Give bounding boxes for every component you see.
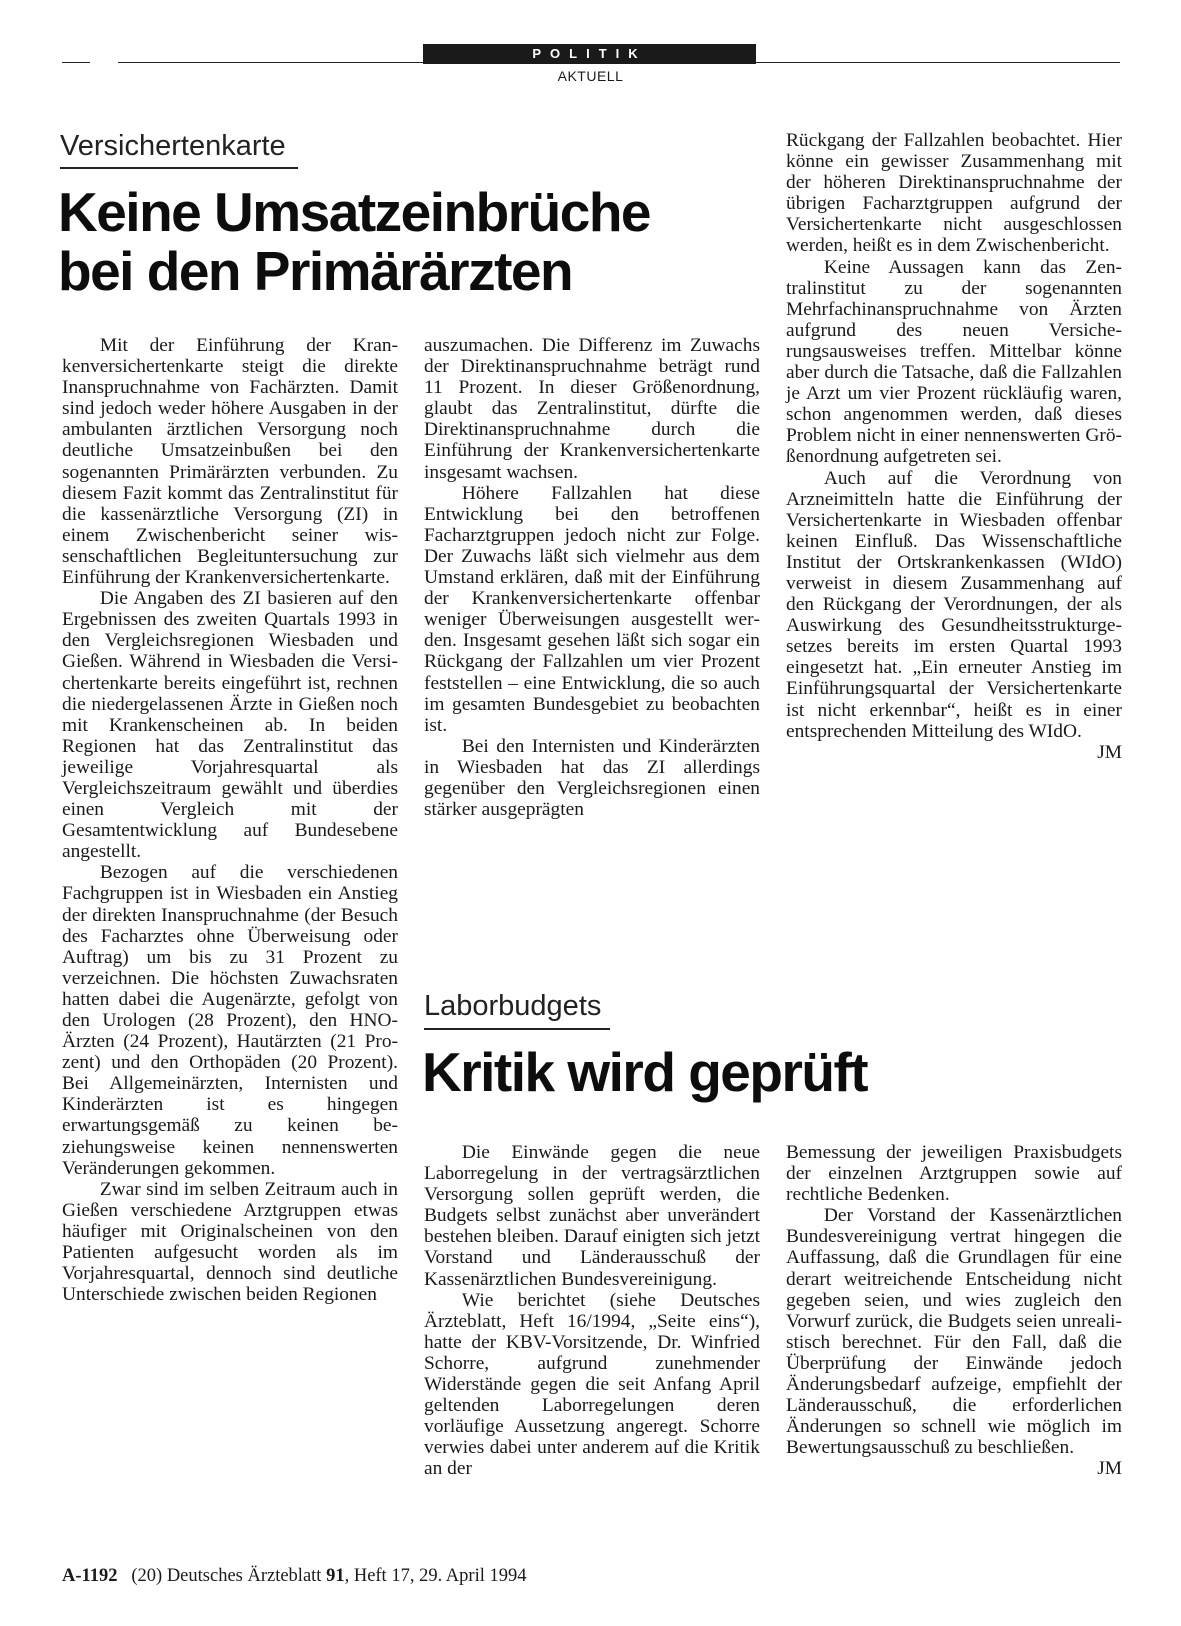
article1-column-2 — [424, 335, 760, 820]
paragraph: Bemessung der jeweiligen Praxisbudgets der einzelnen Arztgruppen sowie auf rechtliche Bedenken. — [786, 1142, 1122, 1206]
header-rule-left — [62, 62, 90, 63]
volume-number: 91 — [326, 1566, 345, 1586]
paragraph: Bei den Internisten und Kinderärzten in Wiesbaden hat das ZI allerdings gegenüber den Vergleichsregionen einen stärker ausgeprägten — [424, 735, 760, 821]
section-label: POLITIK — [423, 44, 756, 64]
paragraph: Höhere Fallzahlen hat diese Entwicklung bei den betroffenen Facharztgruppen jedoch nicht zur Folge. Der Zuwachs läßt sich vielmehr aus dem Umstand erklären, daß mit der Einführung der Krankenversichertenkarte offenbar weniger Überweisungen ausgestellt werden. Insgesamt gesehen läßt sich sogar ein Rückgang der Fallzahlen um vier Prozent feststellen – eine Entwicklung, die so auch im gesamten Bundesgebiet zu beobachten ist. — [424, 482, 760, 736]
paragraph — [786, 1205, 1122, 1480]
article2-column-3 — [786, 1142, 1122, 1480]
author-signature: JM — [1097, 741, 1122, 763]
article1-headline-line2: bei den Primärärzten — [58, 239, 573, 302]
paragraph-text: Auch auf die Verordnung von Arzneimitteln hatte die Einführung der Versichertenkarte in Wiesbaden offenbar keinen Einfluß. Das Wissenschaftliche Institut der Ortskrankenkassen (WIdO) verweist in diesem Zusammenhang auf den Rückgang der Verordnungen, der als Auswirkung des Gesundheitsstrukturgesetzes bereits im ersten Quartal 1993 eingesetzt hat. „Ein erneuter Anstieg im Einführungsquartal der Versichertenkarte ist nicht erkennbar“, heißt es in einer entsprechenden Mitteilung des WIdO. — [786, 467, 1122, 742]
paragraph: Rückgang der Fallzahlen beobachtet. Hier könne ein gewisser Zusammenhang mit der höheren Direktinanspruchnahme der übrigen Facharztgruppen aufgrund der Versichertenkarte nicht ausgeschlossen werden, heißt es in dem Zwischenbericht. — [786, 130, 1122, 257]
page-number: A-1192 — [62, 1566, 118, 1586]
article2-column-2 — [424, 1142, 760, 1480]
article1-headline — [58, 182, 758, 301]
paragraph: Die Angaben des ZI basieren auf den Ergebnissen des zweiten Quartals 1993 in den Vergleichsregionen Wiesbaden und Gießen. Während in Wiesbaden die Versichertenkarte bereits eingeführt ist, rechnen die niedergelassenen Ärzte in Gießen noch mit Krankenscheinen ab. In beiden Regionen hat das Zentralinstitut das jeweilige Vorjahresquartal als Vergleichszeitraum gewählt und überdies einen Vergleich mit der Gesamtentwicklung auf Bundesebene angestellt. — [62, 588, 398, 863]
paragraph-text: Der Vorstand der Kassenärztlichen Bundesvereinigung vertrat hingegen die Auffassung, daß die Grundlagen für eine derart weitreichende Entscheidung nicht gegeben seien, und wies zugleich den Vorwurf zurück, die Budgets seien unrealistisch berechnet. Für den Fall, daß die Überprüfung der Einwände jedoch Änderungsbedarf aufzeige, empfiehlt der Länderausschuß, die erforderlichen Änderungen so schnell wie möglich im Bewertungsausschuß zu beschließen. — [786, 1205, 1122, 1459]
paragraph — [786, 467, 1122, 763]
article2-kicker: Laborbudgets — [424, 990, 602, 1022]
article1-kicker: Versichertenkarte — [60, 130, 286, 162]
subsection-label: AKTUELL — [557, 68, 624, 84]
paragraph: auszumachen. Die Differenz im Zuwachs der Direktinanspruchnahme beträgt rund 11 Prozent. In dieser Größenordnung, glaubt das Zentralinstitut, dürfte die Direktinanspruchnahme durch die Einführung der Krankenversichertenkarte insgesamt wachsen. — [424, 335, 760, 483]
article1-column-3 — [786, 130, 1122, 763]
paragraph: Zwar sind im selben Zeitraum auch in Gießen verschiedene Arztgruppen etwas häufiger mit Originalscheinen von den Patienten aufgesucht worden als im Vorjahresquartal, dennoch sind deutliche Unterschiede zwischen beiden Regionen — [62, 1178, 398, 1306]
paragraph: Bezogen auf die verschiedenen Fachgruppen ist in Wiesbaden ein Anstieg der direkten Inanspruchnahme (der Besuch des Facharztes ohne Überweisung oder Auftrag) um bis zu 31 Prozent zu verzeichnen. Die höchsten Zuwachsraten hatten dabei die Augenärzte, gefolgt von den Urologen (28 Prozent), den HNO-Ärzten (24 Prozent), Hautärzten (21 Prozent) und den Orthopäden (20 Prozent). Bei Allgemeinärzten, Internisten und Kinderärzten ist es hingegen erwartungsgemäß zu keinen beziehungsweise keinen nennenswerten Veränderungen gekommen. — [62, 862, 398, 1179]
page-footer — [62, 1566, 526, 1587]
issue-date: , Heft 17, 29. April 1994 — [344, 1566, 527, 1586]
issue-info: (20) Deutsches Ärzteblatt — [131, 1566, 322, 1586]
paragraph: Keine Aussagen kann das Zentralinstitut zu der sogenannten Mehrfachinanspruchnahme von Ärzten aufgrund des neuen Versicherungsausweises treffen. Mittelbar könne aber durch die Tatsache, daß die Fallzahlen je Arzt um vier Prozent rückläufig waren, schon angenommen werden, daß dieses Problem nicht in einer nennenswerten Größenordnung aufgetreten sei. — [786, 256, 1122, 468]
article1-headline-line1: Keine Umsatzeinbrüche — [58, 181, 651, 243]
paragraph: Wie berichtet (siehe Deutsches Ärzteblatt, Heft 16/1994, „Seite eins“), hatte der KBV-Vorsitzende, Dr. Winfried Schorre, aufgrund zunehmender Widerstände gegen die seit Anfang April geltenden Laborregelungen deren vorläufige Aussetzung angeregt. Schorre verwies dabei unter anderem auf die Kritik an der — [424, 1289, 760, 1480]
article2-kicker-rule — [424, 1028, 610, 1030]
article1-column-1 — [62, 335, 398, 1305]
author-signature: JM — [1097, 1458, 1122, 1480]
paragraph: Die Einwände gegen die neue Laborregelung in der vertragsärztlichen Versorgung sollen geprüft werden, die Budgets selbst zunächst aber unverändert bestehen bleiben. Darauf einigten sich jetzt Vorstand und Länderausschuß der Kassenärztlichen Bundesvereinigung. — [424, 1142, 760, 1290]
paragraph: Mit der Einführung der Krankenversichertenkarte steigt die direkte Inanspruchnahme von Fachärzten. Damit sind jedoch weder höhere Ausgaben in der ambulanten ärztlichen Versorgung noch deutliche Umsatzeinbußen bei den sogenannten Primärärzten verbunden. Zu diesem Fazit kommt das Zentralinstitut für die kassenärztliche Versorgung (ZI) in einem Zwischenbericht seiner wissenschaftlichen Begleituntersuchung zur Einführung der Krankenversichertenkarte. — [62, 335, 398, 589]
article2-headline: Kritik wird geprüft — [422, 1041, 868, 1103]
article1-kicker-rule — [60, 167, 298, 169]
